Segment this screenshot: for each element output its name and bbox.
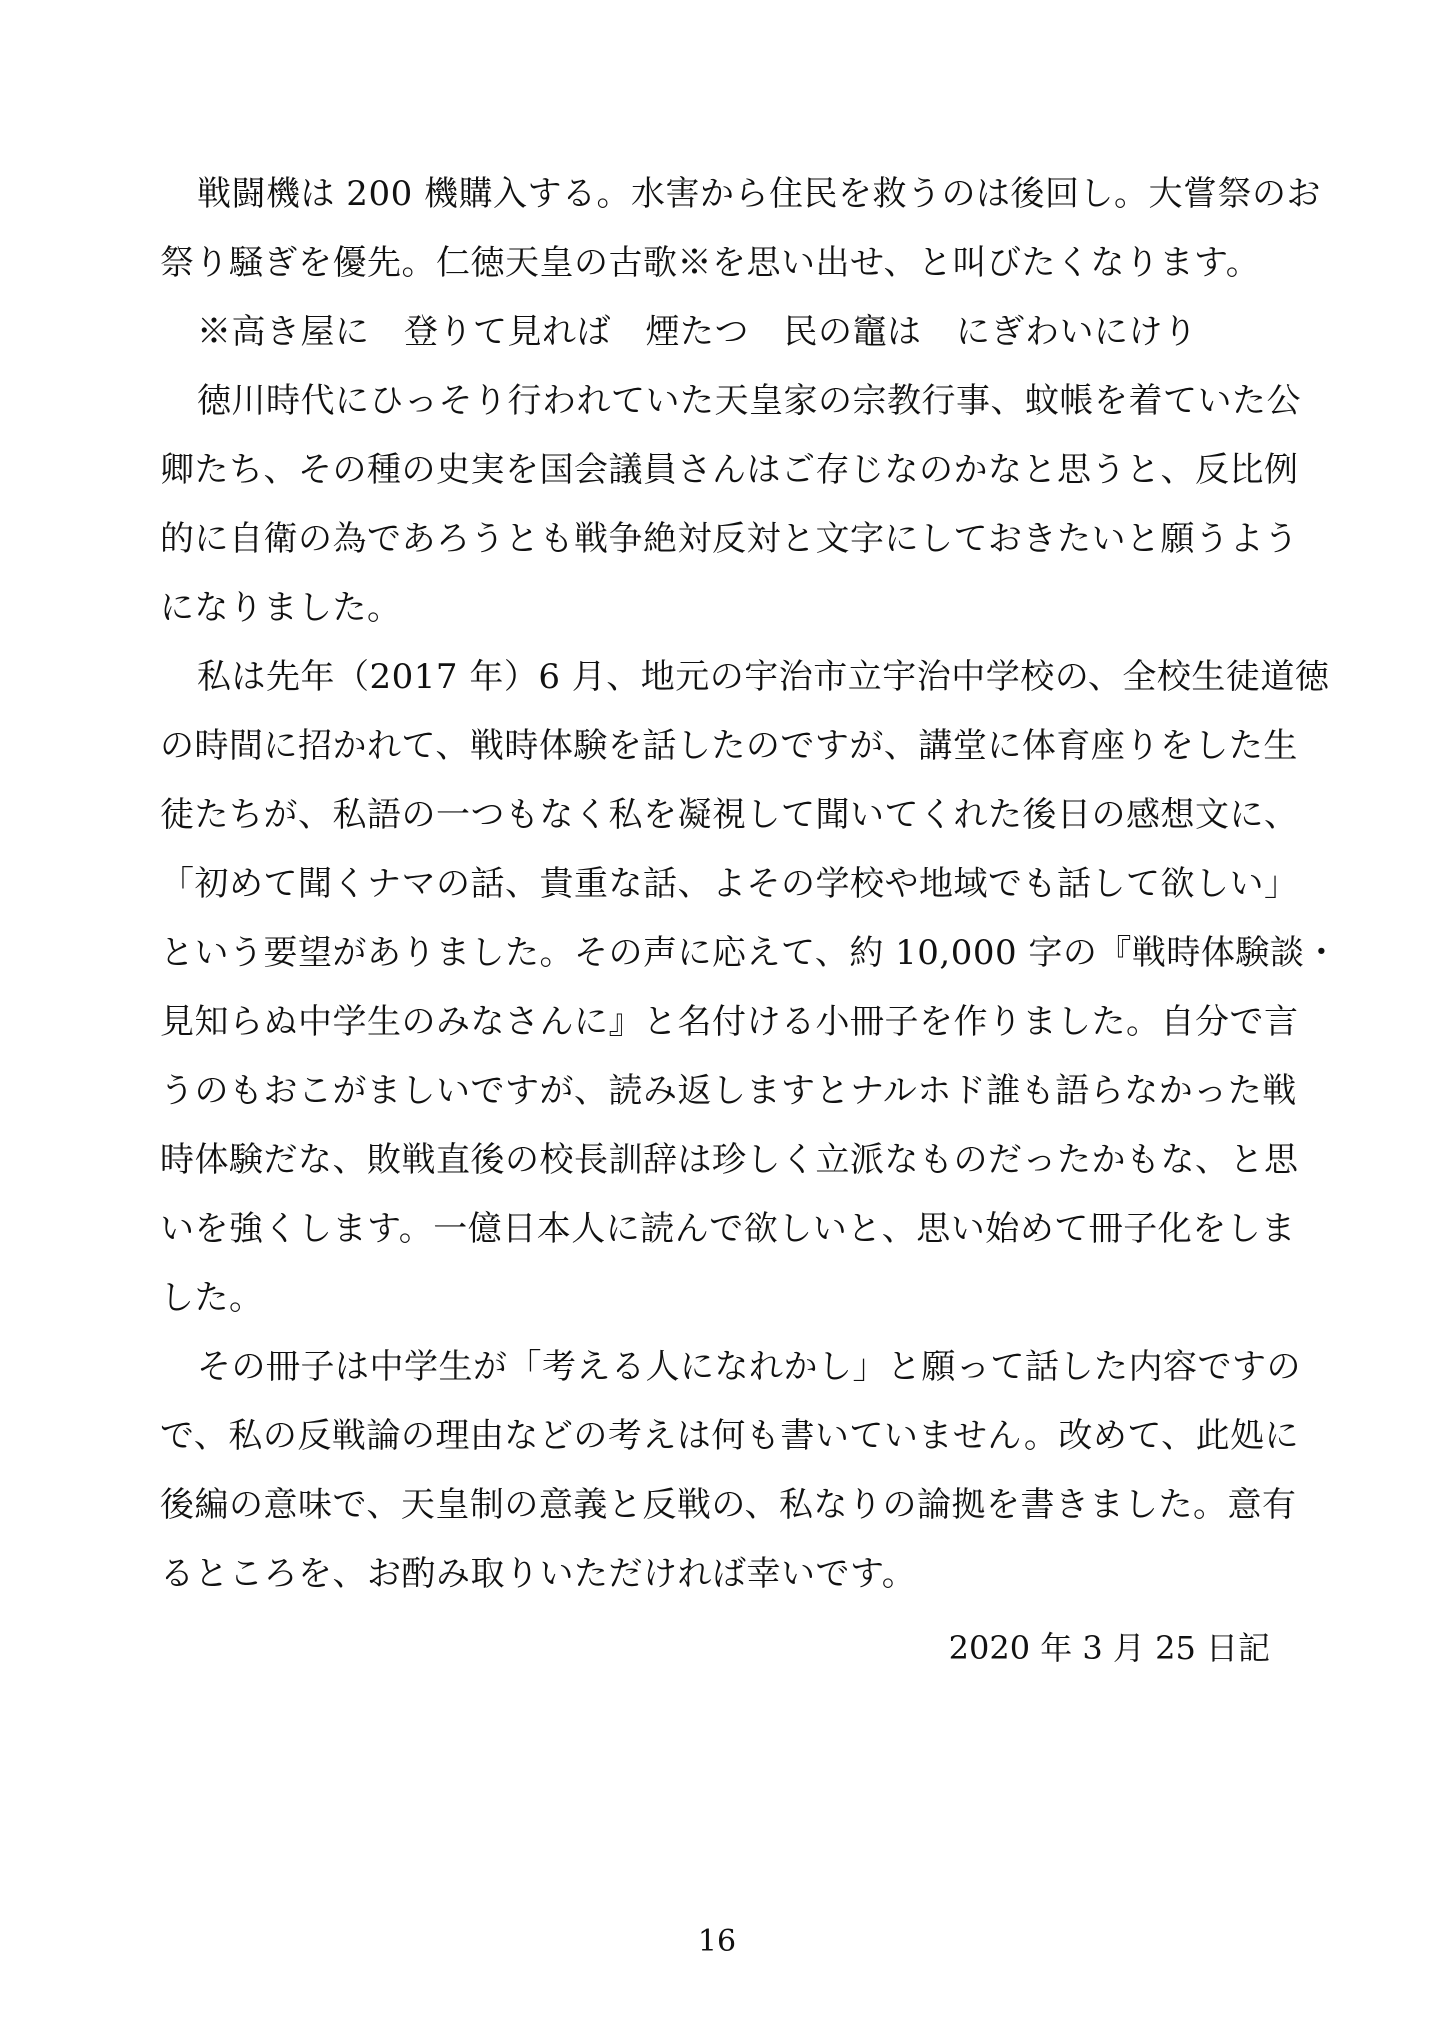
quote-line: 「初めて聞くナマの話、貴重な話、よその学校や地域でも話して欲しい」 (160, 864, 1299, 904)
body-text (160, 160, 1339, 1609)
paragraph-line: になりました。 (160, 588, 402, 628)
paragraph-line: 卿たち、その種の史実を国会議員さんはご存じなのかなと思うと、反比例 (160, 450, 1299, 490)
paragraph-line: その冊子は中学生が「考える人になれかし」と願って話した内容ですの (197, 1347, 1301, 1387)
document-date: 2020 年 3 月 25 日記 (948, 1629, 1270, 1667)
page-number: 16 (697, 1924, 737, 1959)
paragraph-line: 後編の意味で、天皇制の意義と反戦の、私なりの論拠を書きました。意有 (160, 1485, 1297, 1525)
paragraph-line: 戦闘機は 200 機購入する。水害から住民を救うのは後回し。大嘗祭のお (197, 174, 1322, 214)
paragraph-line: で、私の反戦論の理由などの考えは何も書いていません。改めて、此処に (160, 1416, 1300, 1456)
poem-line: ※高き屋に 登りて見れば 煙たつ 民の竈は にぎわいにけり (197, 312, 1198, 352)
paragraph-line: 時体験だな、敗戦直後の校長訓辞は珍しく立派なものだったかもな、と思 (160, 1140, 1299, 1180)
paragraph-line: るところを、お酌み取りいただければ幸いです。 (160, 1554, 917, 1594)
paragraph-line: 的に自衛の為であろうとも戦争絶対反対と文字にしておきたいと願うよう (160, 519, 1299, 559)
paragraph-line: 徳川時代にひっそり行われていた天皇家の宗教行事、蚊帳を着ていた公 (197, 381, 1301, 421)
paragraph-line: という要望がありました。その声に応えて、約 10,000 字の『戦時体験談・ (160, 933, 1339, 973)
paragraph-line: うのもおこがましいですが、読み返しますとナルホド誰も語らなかった戦 (160, 1071, 1297, 1111)
paragraph-line: 祭り騒ぎを優先。仁徳天皇の古歌※を思い出せ、と叫びたくなります。 (160, 243, 1261, 283)
paragraph-line: 徒たちが、私語の一つもなく私を凝視して聞いてくれた後日の感想文に、 (160, 795, 1299, 835)
paragraph-line: いを強くします。一億日本人に読んで欲しいと、思い始めて冊子化をしま (160, 1209, 1296, 1249)
paragraph-line: 私は先年（2017 年）6 月、地元の宇治市立宇治中学校の、全校生徒道徳 (197, 657, 1330, 697)
paragraph-line: の時間に招かれて、戦時体験を話したのですが、講堂に体育座りをした生 (160, 726, 1298, 766)
paragraph-line: 見知らぬ中学生のみなさんに』と名付ける小冊子を作りました。自分で言 (160, 1002, 1299, 1042)
paragraph-line: した。 (160, 1278, 264, 1318)
